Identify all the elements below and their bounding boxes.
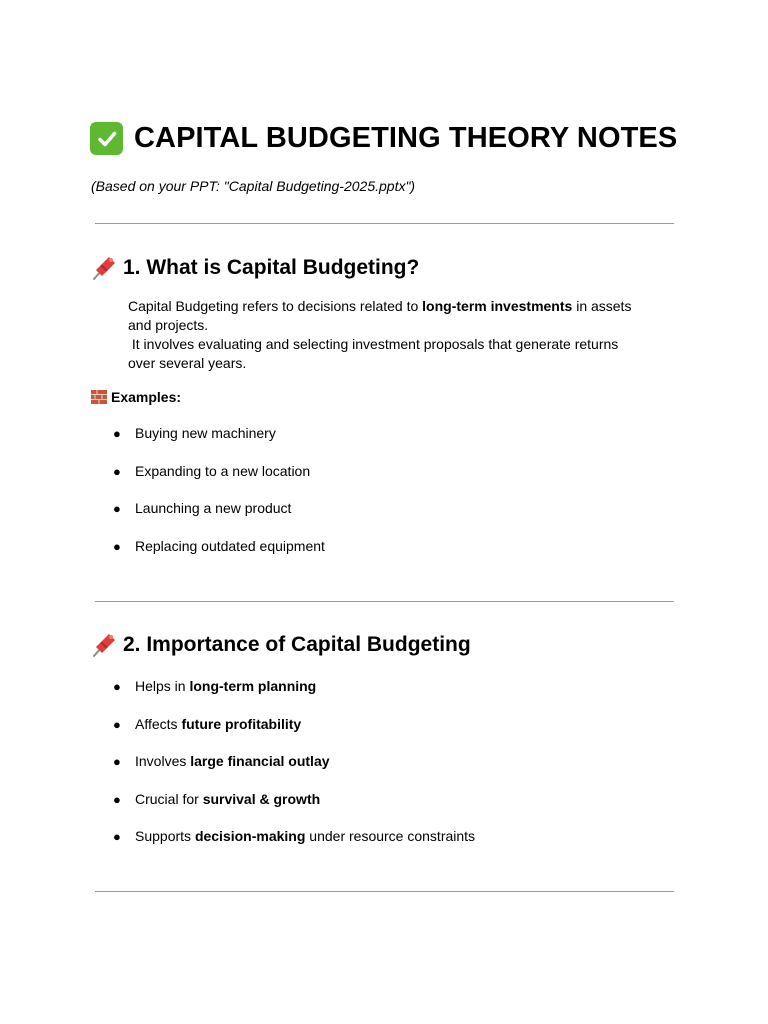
list-item-text: Buying new machinery bbox=[135, 425, 276, 441]
list-item: ● Helps in long-term planning bbox=[113, 678, 317, 694]
list-item-bold: future profitability bbox=[181, 715, 302, 732]
list-item-text: Supports bbox=[135, 828, 195, 845]
section-heading-text: 1. What is Capital Budgeting? bbox=[123, 256, 420, 279]
list-item-text: Helps in bbox=[135, 678, 190, 694]
definition-paragraph bbox=[128, 297, 648, 373]
list-item: ● Involves large financial outlay bbox=[113, 753, 330, 770]
para-bold-text: long-term investments bbox=[422, 298, 573, 314]
divider bbox=[95, 223, 674, 224]
list-item: ● Launching a new product bbox=[113, 500, 292, 517]
para-text: Capital Budgeting refers to decisions related to bbox=[128, 298, 423, 314]
pushpin-icon bbox=[90, 254, 118, 282]
list-item: ● Expanding to a new location bbox=[113, 462, 311, 479]
divider bbox=[95, 891, 674, 892]
section-heading-importance bbox=[90, 631, 471, 659]
examples-label-text: Examples: bbox=[111, 389, 182, 405]
list-item-text: under resource constraints bbox=[305, 828, 476, 845]
para-text: It involves evaluating and selecting investment proposals that generate returns over several years. bbox=[128, 336, 623, 371]
list-item: ● Supports decision-making under resource constraints bbox=[113, 828, 476, 845]
pushpin-icon bbox=[90, 631, 118, 659]
divider bbox=[95, 601, 674, 602]
list-item-text: Affects bbox=[135, 715, 182, 732]
examples-label bbox=[91, 389, 181, 405]
list-item-text: Replacing outdated equipment bbox=[135, 537, 325, 554]
list-item: ● Affects future profitability bbox=[113, 715, 302, 732]
list-item-bold: large financial outlay bbox=[190, 753, 330, 770]
list-item-bold: long-term planning bbox=[189, 678, 317, 694]
list-item: ● Crucial for survival & growth bbox=[113, 790, 321, 807]
list-item-text: Launching a new product bbox=[135, 500, 292, 517]
list-item: ● Replacing outdated equipment bbox=[113, 537, 325, 554]
brick-icon bbox=[91, 389, 107, 405]
subtitle: (Based on your PPT: "Capital Budgeting-2025.pptx") bbox=[91, 178, 416, 194]
list-item: ● Buying new machinery bbox=[113, 425, 276, 441]
list-item-text: Involves bbox=[135, 753, 191, 770]
examples-list bbox=[113, 424, 325, 574]
list-item-bold: survival & growth bbox=[202, 790, 321, 807]
page-title bbox=[90, 122, 677, 155]
list-item-text: Crucial for bbox=[135, 790, 203, 807]
importance-list bbox=[113, 677, 475, 865]
section-heading-text: 2. Importance of Capital Budgeting bbox=[123, 633, 471, 656]
title-text: CAPITAL BUDGETING THEORY NOTES bbox=[134, 122, 678, 154]
para-text: in assets and projects. bbox=[128, 298, 632, 333]
check-mark-icon bbox=[90, 122, 123, 155]
section-heading-what-is bbox=[90, 254, 419, 282]
list-item-text: Expanding to a new location bbox=[135, 462, 311, 479]
list-item-bold: decision-making bbox=[194, 828, 306, 845]
